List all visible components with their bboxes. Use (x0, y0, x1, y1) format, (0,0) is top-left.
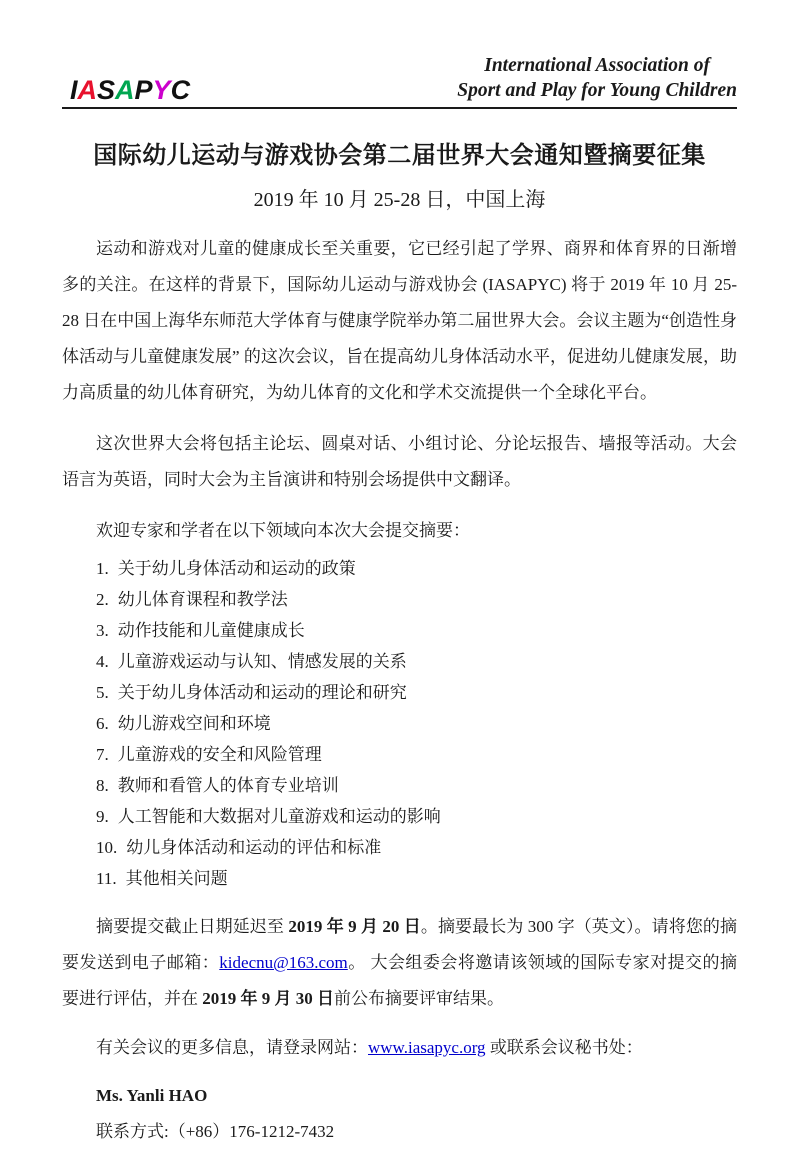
topic-list-item (96, 677, 737, 708)
info-seg2: 或联系会议秘书处： (485, 1037, 643, 1057)
page-title: 国际幼儿运动与游戏协会第二届世界大会通知暨摘要征集 (93, 142, 706, 169)
info-seg1: 有关会议的更多信息，请登录网站： (96, 1037, 368, 1057)
topic-list-item (96, 832, 737, 863)
topic-list-item (96, 553, 737, 584)
topic-number: 4. (96, 651, 109, 671)
welcome-paragraph: 欢迎专家和学者在以下领域向本次大会提交摘要： (96, 520, 470, 540)
activities-paragraph: 这次世界大会将包括主论坛、圆桌对话、小组讨论、分论坛报告、墙报等活动。大会语言为英语，同时大会为主旨演讲和特别会场提供中文翻译。 (62, 433, 737, 489)
topic-list-item (96, 708, 737, 739)
topic-number: 9. (96, 806, 109, 826)
logo-letter: A (77, 74, 98, 105)
topic-list-item (96, 739, 737, 770)
topic-number: 1. (96, 558, 109, 578)
topic-number: 3. (96, 620, 109, 640)
topic-text: 儿童游戏的安全和风险管理 (117, 744, 322, 764)
results-date: 2019 年 9 月 30 日 (202, 988, 334, 1008)
topic-text: 人工智能和大数据对儿童游戏和运动的影响 (117, 806, 441, 826)
page-subtitle: 2019 年 10 月 25-28 日，中国上海 (253, 188, 546, 211)
logo-letter: C (170, 74, 191, 105)
logo-letter: I (70, 74, 78, 105)
contact-phone: 联系方式:（+86）176-1212-7432 (96, 1121, 335, 1141)
topic-list-item (96, 584, 737, 615)
abstract-paragraph (62, 909, 737, 1017)
logo-letter: S (97, 74, 116, 105)
topic-number: 7. (96, 744, 109, 764)
deadline-date: 2019 年 9 月 20 日 (288, 916, 421, 936)
topic-list-item (96, 770, 737, 801)
email-link[interactable]: kidecnu@163.com (219, 952, 348, 972)
topic-number: 6. (96, 713, 109, 733)
topic-number: 5. (96, 682, 109, 702)
iasapyc-logo (62, 74, 191, 105)
org-name (457, 54, 737, 104)
topic-text: 关于幼儿身体活动和运动的政策 (117, 558, 356, 578)
abstract-seg4: 前公布摘要评审结果。 (334, 988, 504, 1008)
topic-text: 幼儿体育课程和教学法 (117, 589, 288, 609)
info-paragraph (62, 1030, 737, 1066)
topic-text: 幼儿游戏空间和环境 (117, 713, 271, 733)
org-name-line1: International Association of (484, 55, 710, 76)
topic-number: 11. (96, 868, 117, 888)
topic-list-item (96, 615, 737, 646)
abstract-seg3: 。 大会组委会将邀请该领域的国际专家对提交的摘要进行评估，并在 (62, 952, 738, 1008)
contact-name: Ms. Yanli HAO (96, 1085, 208, 1105)
topic-number: 2. (96, 589, 109, 609)
topic-number: 10. (96, 837, 118, 857)
topic-text: 教师和看管人的体育专业培训 (117, 775, 339, 795)
logo-letter: P (134, 74, 153, 105)
topic-text: 儿童游戏运动与认知、情感发展的关系 (117, 651, 407, 671)
topics-list (96, 553, 737, 894)
topic-list-item (96, 646, 737, 677)
topic-text: 动作技能和儿童健康成长 (117, 620, 305, 640)
topic-number: 8. (96, 775, 109, 795)
intro-paragraph: 运动和游戏对儿童的健康成长至关重要，它已经引起了学界、商界和体育界的日渐增多的关注。在这样的背景下，国际幼儿运动与游戏协会 (IASAPYC) 将于 2019 年 10 月 25-28 日在中国上海华东师范大学体育与健康学院举办第二届世界大会。会议主题为“创造性身体活动与儿童健康发展” 的这次会议，旨在提高幼儿身体活动水平，促进幼儿健康发展，助力高质量的幼儿体育研究，为幼儿体育的文化和学术交流提供一个全球化平台。 (62, 238, 737, 402)
org-name-line2: Sport and Play for Young Children (457, 79, 737, 101)
header (62, 54, 737, 109)
topic-list-item (96, 801, 737, 832)
topic-text: 关于幼儿身体活动和运动的理论和研究 (117, 682, 407, 702)
abstract-seg1: 摘要提交截止日期延迟至 (96, 916, 289, 936)
topic-text: 幼儿身体活动和运动的评估和标准 (126, 837, 382, 857)
logo-letter: Y (152, 74, 171, 105)
topic-text: 其他相关问题 (125, 868, 228, 888)
topic-list-item (96, 863, 737, 894)
abstract-seg2: 。摘要最长为 300 字（英文）。请将您的摘要发送到电子邮箱： (62, 916, 738, 972)
website-link[interactable]: www.iasapyc.org (368, 1037, 486, 1057)
logo-letter: A (115, 74, 135, 105)
